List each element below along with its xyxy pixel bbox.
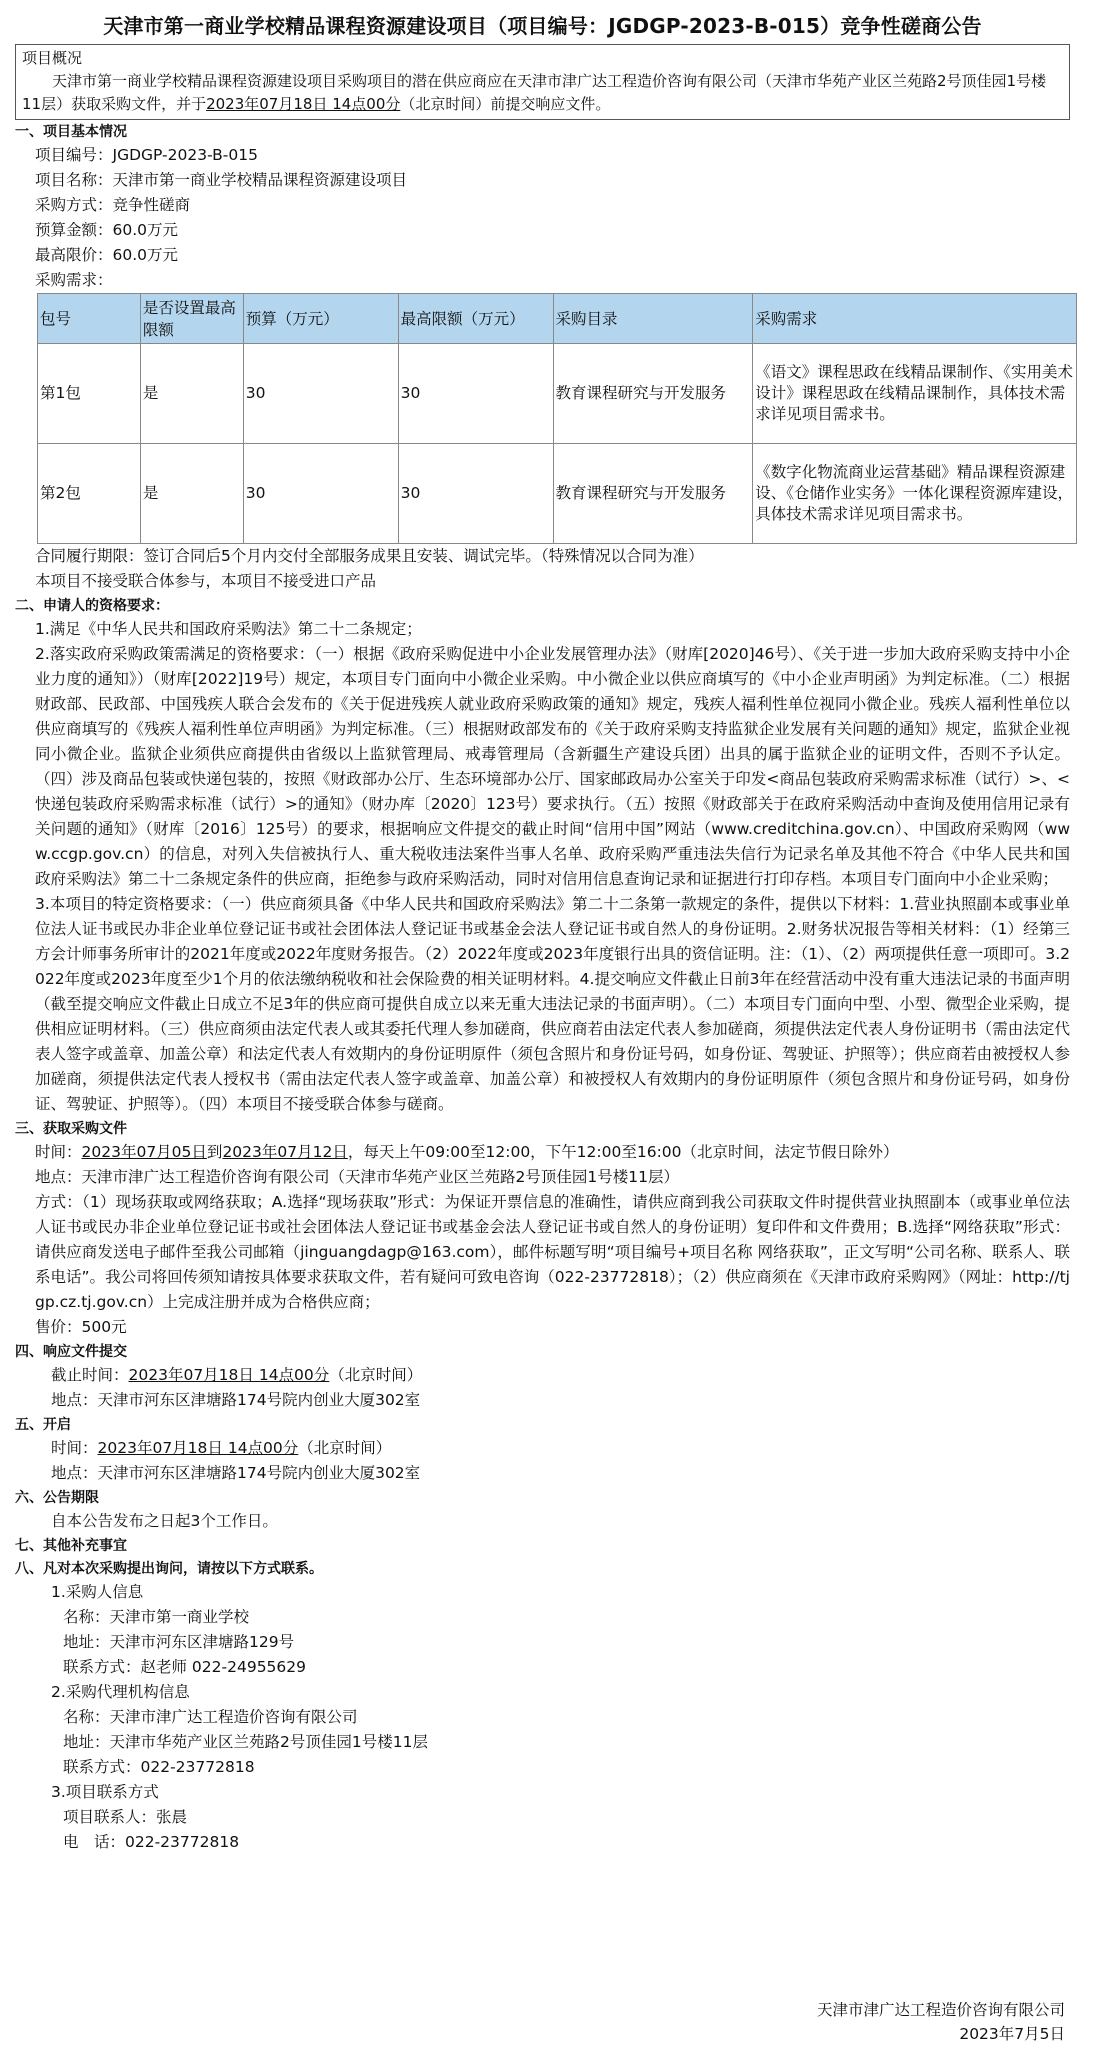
table-header: 是否设置最高限额 bbox=[140, 294, 243, 344]
section-5-title: 五、开启 bbox=[15, 1417, 71, 1433]
obtain-hours: ，每天上午09:00至12:00，下午12:00至16:00（北京时间，法定节假日除外） bbox=[347, 1143, 899, 1161]
signature-block bbox=[817, 1998, 1065, 2046]
agent-address: 地址：天津市华苑产业区兰苑路2号顶佳园1号楼11层 bbox=[63, 1733, 428, 1751]
table-header: 包号 bbox=[38, 294, 141, 344]
overview-text: 天津市第一商业学校精品课程资源建设项目采购项目的潜在供应商应在天津市津广达工程造价咨询有限公司（天津市华苑产业区兰苑路2号顶佳园1号楼11层）获取采购文件，并于 bbox=[22, 72, 1047, 113]
max-price: 最高限价：60.0万元 bbox=[35, 246, 179, 264]
overview-heading: 项目概况 bbox=[22, 49, 83, 67]
contact-person: 项目联系人：张晨 bbox=[63, 1808, 188, 1826]
section-8-title: 八、凡对本次采购提出询问，请按以下方式联系。 bbox=[15, 1561, 323, 1577]
table-header: 预算（万元） bbox=[243, 294, 398, 344]
contact-heading: 3.项目联系方式 bbox=[51, 1783, 159, 1801]
signature-date: 2023年7月5日 bbox=[959, 2025, 1065, 2043]
table-cell: 是 bbox=[140, 344, 243, 444]
budget-amount: 预算金额：60.0万元 bbox=[35, 221, 179, 239]
procurement-needs-label: 采购需求： bbox=[35, 271, 113, 289]
table-header: 采购目录 bbox=[553, 294, 753, 344]
announcement-page bbox=[15, 0, 1074, 1855]
consortium-note: 本项目不接受联合体参与，本项目不接受进口产品 bbox=[35, 572, 377, 590]
table-row bbox=[38, 444, 1077, 544]
project-name: 项目名称：天津市第一商业学校精品课程资源建设项目 bbox=[35, 171, 408, 189]
obtain-time bbox=[15, 1140, 1070, 1165]
notice-period: 自本公告发布之日起3个工作日。 bbox=[51, 1512, 278, 1530]
opening-time-label: 时间： bbox=[51, 1439, 98, 1457]
obtain-time-label: 时间： bbox=[35, 1143, 82, 1161]
section-1-title: 一、项目基本情况 bbox=[15, 124, 127, 140]
buyer-heading: 1.采购人信息 bbox=[51, 1583, 144, 1601]
qualification-2: 2.落实政府采购政策需满足的资格要求：（一）根据《政府采购促进中小企业发展管理办法》（财库[2020]46号）、《关于进一步加大政府采购支持中小企业力度的通知》）（财库[2022]19号）规定，本项目专门面向中小微企业采购。中小微企业以供应商填写的《中小企业声明函》为判定标准。（二）根据财政部、民政部、中国残疾人联合会发布的《关于促进残疾人就业政府采购政策的通知》规定，残疾人福利性单位视同小微企业。残疾人福利性单位以供应商填写的《残疾人福利性单位声明函》为判定标准。（三）根据财政部发布的《关于政府采购支持监狱企业发展有关问题的通知》规定，监狱企业视同小微企业。监狱企业须供应商提供由省级以上监狱管理局、戒毒管理局（含新疆生产建设兵团）出具的属于监狱企业的证明文件，否则不予认定。（四）涉及商品包装或快递包装的，按照《财政部办公厅、生态环境部办公厅、国家邮政局办公室关于印发<商品包装政府采购需求标准（试行）>、<快递包装政府采购需求标准（试行）>的通知》（财办库〔2020〕123号）要求执行。（五）按照《财政部关于在政府采购活动中查询及使用信用记录有关问题的通知》（财库〔2016〕125号）的要求，根据响应文件提交的截止时间“信用中国”网站（www.creditchina.gov.cn）、中国政府采购网（www.ccgp.gov.cn）的信息，对列入失信被执行人、重大税收违法案件当事人名单、政府采购严重违法失信行为记录名单及其他不符合《中华人民共和国政府采购法》第二十二条规定条件的供应商，拒绝参与政府采购活动，同时对信用信息查询记录和证据进行打印存档。本项目专门面向中小企业采购； bbox=[35, 645, 1070, 888]
overview-body bbox=[22, 70, 1063, 116]
qualification-1: 1.满足《中华人民共和国政府采购法》第二十二条规定； bbox=[35, 620, 422, 638]
table-header-row bbox=[38, 294, 1077, 344]
section-2-title: 二、申请人的资格要求： bbox=[15, 598, 169, 614]
submit-deadline bbox=[15, 1363, 1070, 1388]
obtain-to: 到 bbox=[206, 1143, 223, 1161]
table-cell: 教育课程研究与开发服务 bbox=[553, 444, 753, 544]
overview-text-end: （北京时间）前提交响应文件。 bbox=[400, 95, 611, 113]
opening-time-suffix: （北京时间） bbox=[298, 1439, 392, 1457]
opening-time-date: 2023年07月18日 14点00分 bbox=[97, 1439, 299, 1457]
contract-period: 合同履行期限：签订合同后5个月内交付全部服务成果且安装、调试完毕。（特殊情况以合同为准） bbox=[35, 547, 704, 565]
signature-company: 天津市津广达工程造价咨询有限公司 bbox=[816, 2001, 1065, 2019]
buyer-address: 地址：天津市河东区津塘路129号 bbox=[63, 1633, 295, 1651]
agent-contact: 联系方式：022-23772818 bbox=[63, 1758, 255, 1776]
table-cell: 30 bbox=[398, 344, 553, 444]
contact-phone: 电 话：022-23772818 bbox=[63, 1833, 240, 1851]
table-cell: 是 bbox=[140, 444, 243, 544]
obtain-start-date: 2023年07月05日 bbox=[81, 1143, 207, 1161]
procurement-method: 采购方式：竞争性磋商 bbox=[35, 196, 191, 214]
section-7-title: 七、其他补充事宜 bbox=[15, 1538, 127, 1554]
table-cell: 《数字化物流商业运营基础》精品课程资源建设、《仓储作业实务》一体化课程资源库建设，具体技术需求详见项目需求书。 bbox=[753, 444, 1077, 544]
submit-place: 地点：天津市河东区津塘路174号院内创业大厦302室 bbox=[51, 1391, 421, 1409]
project-number: 项目编号：JGDGP-2023-B-015 bbox=[35, 146, 258, 164]
obtain-method: 方式：（1）现场获取或网络获取；A.选择“现场获取”形式：为保证开票信息的准确性，请供应商到我公司获取文件时提供营业执照副本（或事业单位法人证书或民办非企业单位登记证书或社会团体法人登记证书或基金会法人登记证书或自然人的身份证明）复印件和文件费用；B.选择“网络获取”形式：请供应商发送电子邮件至我公司邮箱（jinguangdagp@163.com），邮件标题写明“项目编号+项目名称 网络获取”，正文写明“公司名称、联系人、联系电话”。我公司将回传须知请按具体要求获取文件，若有疑问可致电咨询（022-23772818）；（2）供应商须在《天津市政府采购网》（网址：http://tjgp.cz.tj.gov.cn）上完成注册并成为合格供应商； bbox=[35, 1193, 1070, 1311]
requirements-table bbox=[37, 293, 1077, 544]
section-6-title: 六、公告期限 bbox=[15, 1490, 99, 1506]
obtain-end-date: 2023年07月12日 bbox=[222, 1143, 348, 1161]
opening-time bbox=[15, 1436, 1070, 1461]
table-cell: 教育课程研究与开发服务 bbox=[553, 344, 753, 444]
overview-deadline: 2023年07月18日 14点00分 bbox=[206, 95, 401, 113]
qualification-3: 3.本项目的特定资格要求：（一）供应商须具备《中华人民共和国政府采购法》第二十二条第一款规定的条件，提供以下材料：1.营业执照副本或事业单位法人证书或民办非企业单位登记证书或社会团体法人登记证书或基金会法人登记证书或自然人的身份证明。2.财务状况报告等相关材料：（1）经第三方会计师事务所审计的2021年度或2022年度财务报告。（2）2022年度或2023年度银行出具的资信证明。注：（1）、（2）两项提供任意一项即可。3.2022年度或2023年度至少1个月的依法缴纳税收和社会保险费的相关证明材料。4.提交响应文件截止日前3年在经营活动中没有重大违法记录的书面声明（截至提交响应文件截止日成立不足3年的供应商可提供自成立以来无重大违法记录的书面声明）。（二）本项目专门面向中型、小型、微型企业采购，提供相应证明材料。（三）供应商须由法定代表人或其委托代理人参加磋商，供应商若由法定代表人参加磋商，须提供法定代表人身份证明书（需由法定代表人签字或盖章、加盖公章）和法定代表人有效期内的身份证明原件（须包含照片和身份证号码，如身份证、驾驶证、护照等）；供应商若由被授权人参加磋商，须提供法定代表人授权书（需由法定代表人签字或盖章、加盖公章）和被授权人有效期内的身份证明原件（须包含照片和身份证号码，如身份证、驾驶证、护照等）。（四）本项目不接受联合体参与磋商。 bbox=[35, 895, 1070, 1113]
obtain-place: 地点：天津市津广达工程造价咨询有限公司（天津市华苑产业区兰苑路2号顶佳园1号楼11层） bbox=[35, 1168, 679, 1186]
table-cell: 第1包 bbox=[38, 344, 141, 444]
section-4-title: 四、响应文件提交 bbox=[15, 1344, 127, 1360]
submit-deadline-label: 截止时间： bbox=[51, 1366, 129, 1384]
obtain-price: 售价：500元 bbox=[35, 1318, 127, 1336]
table-cell: 30 bbox=[243, 344, 398, 444]
submit-deadline-date: 2023年07月18日 14点00分 bbox=[128, 1366, 330, 1384]
table-cell: 30 bbox=[243, 444, 398, 544]
table-row bbox=[38, 344, 1077, 444]
table-header: 采购需求 bbox=[753, 294, 1077, 344]
table-cell: 第2包 bbox=[38, 444, 141, 544]
opening-place: 地点：天津市河东区津塘路174号院内创业大厦302室 bbox=[51, 1464, 421, 1482]
buyer-name: 名称：天津市第一商业学校 bbox=[63, 1608, 250, 1626]
submit-deadline-suffix: （北京时间） bbox=[329, 1366, 423, 1384]
buyer-contact: 联系方式：赵老师 022-24955629 bbox=[63, 1658, 306, 1676]
table-header: 最高限额（万元） bbox=[398, 294, 553, 344]
page-title: 天津市第一商业学校精品课程资源建设项目（项目编号：JGDGP-2023-B-015）竞争性磋商公告 bbox=[103, 14, 982, 38]
agent-name: 名称：天津市津广达工程造价咨询有限公司 bbox=[63, 1708, 358, 1726]
section-3-title: 三、获取采购文件 bbox=[15, 1121, 127, 1137]
table-cell: 《语文》课程思政在线精品课制作、《实用美术设计》课程思政在线精品课制作，具体技术需求详见项目需求书。 bbox=[753, 344, 1077, 444]
table-cell: 30 bbox=[398, 444, 553, 544]
agent-heading: 2.采购代理机构信息 bbox=[51, 1683, 190, 1701]
overview-box bbox=[15, 44, 1070, 120]
